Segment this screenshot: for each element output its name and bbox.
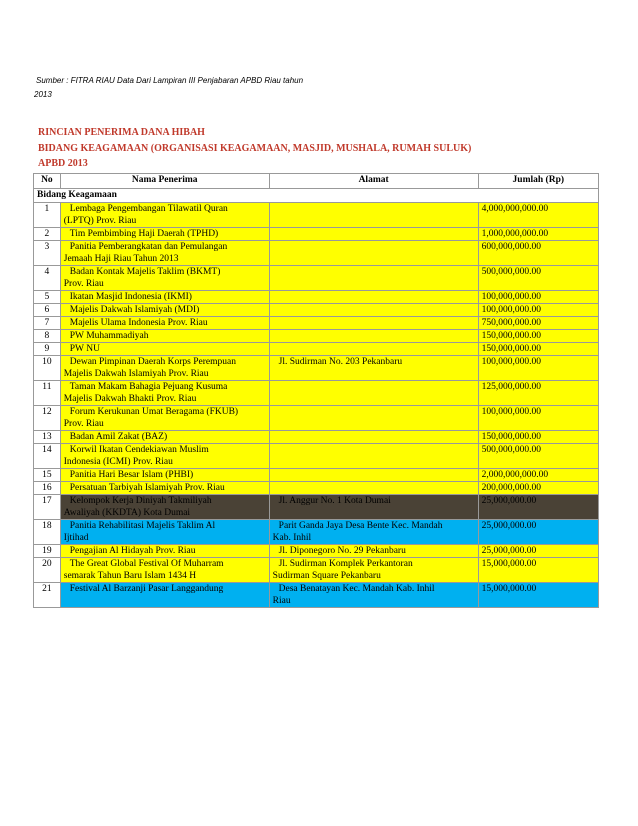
recipient-address: [269, 520, 478, 545]
recipient-name-line-1: Korwil Ikatan Cendekiawan Muslim: [69, 445, 209, 455]
grant-amount: [478, 317, 598, 330]
source-line-1: Sumber : FITRA RIAU Data Dari Lampiran III Penjabaran APBD Riau tahun: [36, 76, 304, 85]
recipient-address: [269, 406, 478, 431]
row-number: [34, 241, 61, 266]
header-address: Alamat: [269, 174, 478, 189]
recipient-name: [60, 520, 269, 545]
grant-amount: [478, 330, 598, 343]
grant-amount-text: 100,000,000.00: [481, 305, 541, 315]
grant-amount-text: 500,000,000.00: [481, 267, 541, 277]
recipient-name: [60, 583, 269, 608]
address-line-1: Parit Ganda Jaya Desa Bente Kec. Mandah: [278, 521, 443, 531]
table-row: [34, 558, 599, 583]
recipient-name-line-1: Badan Kontak Majelis Taklim (BKMT): [69, 267, 221, 277]
row-number-text: 10: [42, 357, 52, 367]
recipient-address: [269, 266, 478, 291]
grant-amount-text: 1,000,000,000.00: [481, 229, 549, 239]
grant-recipients-table: [33, 173, 599, 608]
row-number-text: 4: [44, 267, 50, 277]
grant-amount: [478, 406, 598, 431]
recipient-name-line-1: Majelis Dakwah Islamiyah (MDI): [69, 305, 200, 315]
row-number-text: 9: [44, 344, 50, 354]
address-line-1: Desa Benatayan Kec. Mandah Kab. Inhil: [278, 584, 435, 594]
report-heading: [38, 125, 471, 172]
address-line-2: Riau: [272, 596, 291, 606]
table-row: [34, 356, 599, 381]
recipient-name: [60, 241, 269, 266]
table-row: [34, 406, 599, 431]
source-note: [36, 74, 396, 102]
row-number-text: 21: [42, 584, 52, 594]
recipient-name: [60, 266, 269, 291]
recipient-address: [269, 228, 478, 241]
row-number: [34, 381, 61, 406]
recipient-name-line-1: Panitia Rehabilitasi Majelis Taklim Al: [69, 521, 216, 531]
recipient-name-line-1: Kelompok Kerja Diniyah Takmiliyah: [69, 496, 212, 506]
row-number-text: 14: [42, 445, 52, 455]
table-row: [34, 444, 599, 469]
recipient-name: [60, 381, 269, 406]
table-row: [34, 266, 599, 291]
row-number-text: 6: [44, 305, 50, 315]
address-line-2: Kab. Inhil: [272, 533, 312, 543]
grant-amount-text: 150,000,000.00: [481, 432, 541, 442]
recipient-name-line-1: PW Muhammadiyah: [69, 331, 149, 341]
row-number-text: 15: [42, 470, 52, 480]
row-number-text: 16: [42, 483, 52, 493]
grant-amount-text: 4,000,000,000.00: [481, 204, 549, 214]
table-row: [34, 241, 599, 266]
address-line-1: Jl. Sudirman No. 203 Pekanbaru: [278, 357, 403, 367]
grant-amount: [478, 583, 598, 608]
recipient-address: [269, 431, 478, 444]
row-number: [34, 520, 61, 545]
row-number: [34, 545, 61, 558]
row-number-text: 19: [42, 546, 52, 556]
row-number-text: 18: [42, 521, 52, 531]
grant-amount-text: 25,000,000.00: [481, 546, 537, 556]
grant-amount-text: 15,000,000.00: [481, 584, 537, 594]
table-row: [34, 343, 599, 356]
recipient-address: [269, 291, 478, 304]
row-number: [34, 495, 61, 520]
grant-amount-text: 25,000,000.00: [481, 521, 537, 531]
recipient-name-line-1: Panitia Hari Besar Islam (PHBI): [69, 470, 194, 480]
recipient-name: [60, 343, 269, 356]
table-row: [34, 520, 599, 545]
row-number: [34, 266, 61, 291]
grant-amount: [478, 304, 598, 317]
recipient-address: [269, 343, 478, 356]
table-row: [34, 203, 599, 228]
table-row: [34, 469, 599, 482]
recipient-name-line-1: PW NU: [69, 344, 100, 354]
grant-amount: [478, 545, 598, 558]
row-number: [34, 469, 61, 482]
row-number-text: 20: [42, 559, 52, 569]
recipient-name-line-2: semarak Tahun Baru Islam 1434 H: [63, 571, 197, 581]
recipient-name-line-2: Majelis Dakwah Bhakti Prov. Riau: [63, 394, 197, 404]
recipient-name-line-2: Prov. Riau: [63, 419, 104, 429]
grant-amount-text: 2,000,000,000.00: [481, 470, 549, 480]
recipient-name: [60, 317, 269, 330]
header-name: Nama Penerima: [60, 174, 269, 189]
table-row: [34, 545, 599, 558]
recipient-address: [269, 317, 478, 330]
recipient-name: [60, 558, 269, 583]
recipient-name-line-1: Festival Al Barzanji Pasar Langgandung: [69, 584, 224, 594]
grant-amount: [478, 381, 598, 406]
recipient-address: [269, 558, 478, 583]
row-number-text: 2: [44, 229, 50, 239]
recipient-name-line-2: Jemaah Haji Riau Tahun 2013: [63, 254, 179, 264]
heading-line-2: BIDANG KEAGAMAAN (ORGANISASI KEAGAMAAN, MASJID, MUSHALA, RUMAH SULUK): [38, 142, 472, 154]
recipient-name-line-2: Majelis Dakwah Islamiyah Prov. Riau: [63, 369, 209, 379]
recipient-address: [269, 381, 478, 406]
row-number: [34, 343, 61, 356]
address-line-1: Jl. Diponegoro No. 29 Pekanbaru: [278, 546, 406, 556]
recipient-name: [60, 482, 269, 495]
row-number: [34, 291, 61, 304]
recipient-address: [269, 545, 478, 558]
address-line-1: Jl. Sudirman Komplek Perkantoran: [278, 559, 413, 569]
recipient-address: [269, 495, 478, 520]
recipient-name: [60, 228, 269, 241]
grant-amount-text: 100,000,000.00: [481, 292, 541, 302]
row-number: [34, 203, 61, 228]
recipient-name: [60, 545, 269, 558]
grant-amount-text: 125,000,000.00: [481, 382, 541, 392]
grant-amount: [478, 495, 598, 520]
grant-amount-text: 150,000,000.00: [481, 331, 541, 341]
grant-amount: [478, 241, 598, 266]
recipient-name: [60, 431, 269, 444]
table-row: [34, 291, 599, 304]
recipient-address: [269, 583, 478, 608]
table-row: [34, 381, 599, 406]
row-number: [34, 583, 61, 608]
recipient-name-line-1: Pengajian Al Hidayah Prov. Riau: [69, 546, 196, 556]
recipient-address: [269, 203, 478, 228]
row-number: [34, 304, 61, 317]
recipient-name-line-2: (LPTQ) Prov. Riau: [63, 216, 137, 226]
recipient-name-line-1: The Great Global Festival Of Muharram: [69, 559, 224, 569]
grant-amount: [478, 228, 598, 241]
recipient-address: [269, 482, 478, 495]
recipient-name-line-1: Dewan Pimpinan Daerah Korps Perempuan: [69, 357, 236, 367]
recipient-name-line-1: Ikatan Masjid Indonesia (IKMI): [69, 292, 192, 302]
recipient-name: [60, 495, 269, 520]
recipient-address: [269, 241, 478, 266]
grant-amount: [478, 558, 598, 583]
recipient-name-line-1: Forum Kerukunan Umat Beragama (FKUB): [69, 407, 239, 417]
section-label: Bidang Keagamaan: [34, 189, 599, 203]
table-row: [34, 431, 599, 444]
row-number: [34, 228, 61, 241]
section-row: [34, 189, 599, 203]
recipient-name-line-1: Taman Makam Bahagia Pejuang Kusuma: [69, 382, 228, 392]
recipient-name: [60, 304, 269, 317]
grant-amount: [478, 203, 598, 228]
grant-amount: [478, 431, 598, 444]
row-number: [34, 444, 61, 469]
recipient-name-line-1: Persatuan Tarbiyah Islamiyah Prov. Riau: [69, 483, 225, 493]
recipient-name-line-2: Prov. Riau: [63, 279, 104, 289]
recipient-name: [60, 356, 269, 381]
row-number-text: 17: [42, 496, 52, 506]
row-number-text: 7: [44, 318, 50, 328]
grant-amount: [478, 469, 598, 482]
recipient-name: [60, 291, 269, 304]
recipient-name-line-1: Panitia Pemberangkatan dan Pemulangan: [69, 242, 228, 252]
recipient-name: [60, 406, 269, 431]
grant-amount-text: 500,000,000.00: [481, 445, 541, 455]
row-number: [34, 431, 61, 444]
row-number-text: 1: [44, 204, 50, 214]
recipient-name-line-2: Awaliyah (KKDTA) Kota Dumai: [63, 508, 191, 518]
address-line-2: Sudirman Square Pekanbaru: [272, 571, 381, 581]
row-number: [34, 558, 61, 583]
row-number-text: 8: [44, 331, 50, 341]
grant-amount: [478, 356, 598, 381]
grant-amount: [478, 482, 598, 495]
grant-amount: [478, 520, 598, 545]
grant-amount: [478, 291, 598, 304]
recipient-address: [269, 444, 478, 469]
recipient-name-line-1: Badan Amil Zakat (BAZ): [69, 432, 168, 442]
recipient-name: [60, 469, 269, 482]
row-number: [34, 482, 61, 495]
grant-amount-text: 100,000,000.00: [481, 357, 541, 367]
source-line-2: 2013: [34, 90, 52, 99]
recipient-name: [60, 444, 269, 469]
grant-amount: [478, 266, 598, 291]
table-row: [34, 304, 599, 317]
grant-amount-text: 150,000,000.00: [481, 344, 541, 354]
table-row: [34, 583, 599, 608]
recipient-name-line-1: Majelis Ulama Indonesia Prov. Riau: [69, 318, 208, 328]
recipient-name-line-2: Ijtihad: [63, 533, 89, 543]
recipient-name: [60, 203, 269, 228]
row-number: [34, 356, 61, 381]
grant-amount: [478, 343, 598, 356]
grant-amount: [478, 444, 598, 469]
header-amount: Jumlah (Rp): [478, 174, 598, 189]
recipient-name: [60, 330, 269, 343]
row-number-text: 12: [42, 407, 52, 417]
recipient-address: [269, 330, 478, 343]
row-number-text: 13: [42, 432, 52, 442]
row-number: [34, 330, 61, 343]
recipient-address: [269, 356, 478, 381]
grant-amount-text: 200,000,000.00: [481, 483, 541, 493]
row-number-text: 11: [42, 382, 52, 392]
recipient-address: [269, 304, 478, 317]
table-row: [34, 495, 599, 520]
header-no: No: [34, 174, 61, 189]
grant-amount-text: 15,000,000.00: [481, 559, 537, 569]
grant-amount-text: 750,000,000.00: [481, 318, 541, 328]
row-number: [34, 317, 61, 330]
table-row: [34, 330, 599, 343]
row-number: [34, 406, 61, 431]
row-number-text: 5: [44, 292, 50, 302]
grant-amount-text: 25,000,000.00: [481, 496, 537, 506]
table-header-row: [34, 174, 599, 189]
heading-line-1: RINCIAN PENERIMA DANA HIBAH: [38, 127, 205, 138]
table-row: [34, 228, 599, 241]
recipient-address: [269, 469, 478, 482]
grant-amount-text: 100,000,000.00: [481, 407, 541, 417]
recipient-name-line-1: Lembaga Pengembangan Tilawatil Quran: [69, 204, 228, 214]
row-number-text: 3: [44, 242, 50, 252]
recipient-name-line-2: Indonesia (ICMI) Prov. Riau: [63, 457, 173, 467]
table-row: [34, 482, 599, 495]
grant-amount-text: 600,000,000.00: [481, 242, 541, 252]
table-row: [34, 317, 599, 330]
address-line-1: Jl. Anggur No. 1 Kota Dumai: [278, 496, 391, 506]
recipient-name-line-1: Tim Pembimbing Haji Daerah (TPHD): [69, 229, 219, 239]
heading-line-3: APBD 2013: [38, 158, 88, 169]
